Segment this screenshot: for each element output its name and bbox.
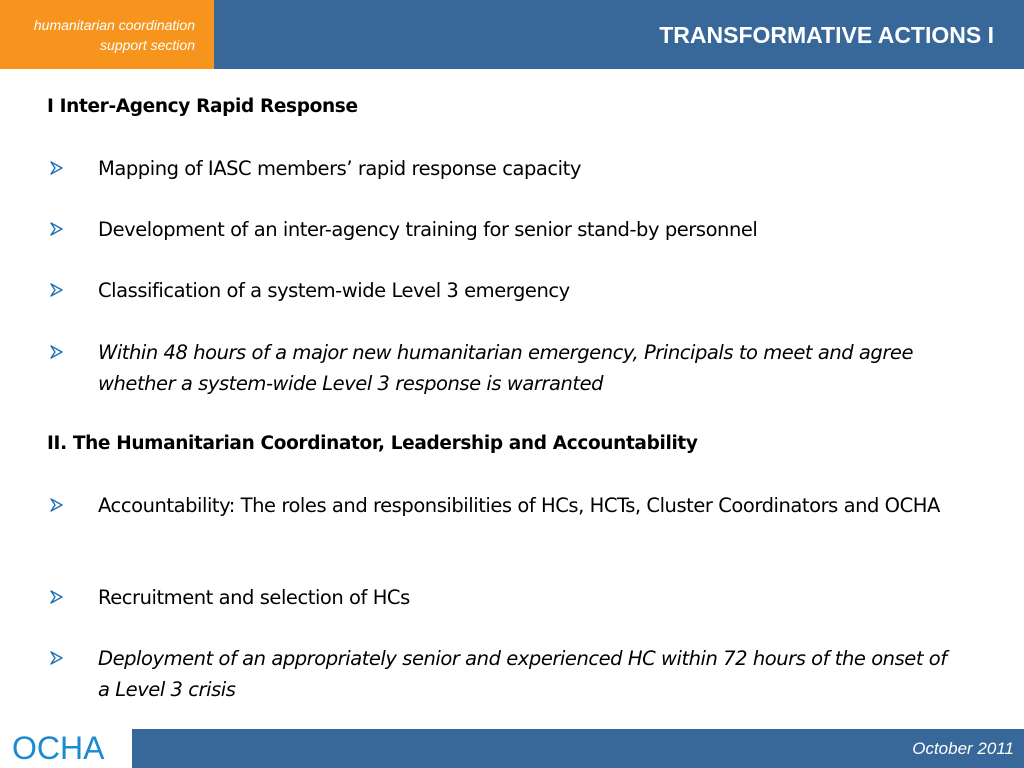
arrow-bullet-icon	[50, 161, 64, 175]
footer	[0, 729, 1024, 768]
arrow-bullet-icon	[50, 283, 64, 297]
ocha-logo: OCHA	[12, 730, 105, 766]
bullet-text: Development of an inter-agency training for senior stand-by personnel	[98, 218, 758, 241]
arrow-bullet-icon	[50, 345, 64, 359]
bullet-text: Deployment of an appropriately senior and experienced HC within 72 hours of the onset of a Level 3 crisis	[98, 647, 947, 701]
bullet-text: Mapping of IASC members’ rapid response capacity	[98, 157, 581, 180]
arrow-bullet-icon	[50, 590, 64, 604]
header-bar	[0, 0, 1024, 69]
footer-bar	[132, 729, 1024, 768]
arrow-bullet-icon	[50, 222, 64, 236]
section-tag: humanitarian coordination support section	[0, 0, 214, 69]
slide-title: TRANSFORMATIVE ACTIONS I	[659, 22, 994, 48]
bullet-text: Accountability: The roles and responsibilities of HCs, HCTs, Cluster Coordinators and OCHA	[98, 494, 940, 517]
section-heading-1: I Inter-Agency Rapid Response	[47, 96, 358, 117]
section-heading-2: II. The Humanitarian Coordinator, Leadership and Accountability	[47, 433, 698, 454]
footer-date: October 2011	[912, 739, 1014, 758]
bullet-text: Recruitment and selection of HCs	[98, 586, 410, 609]
bullet-text: Classification of a system-wide Level 3 emergency	[98, 279, 570, 302]
bullet-text: Within 48 hours of a major new humanitarian emergency, Principals to meet and agree whether a system-wide Level 3 response is warranted	[98, 341, 914, 395]
arrow-bullet-icon	[50, 651, 64, 665]
arrow-bullet-icon	[50, 498, 64, 512]
